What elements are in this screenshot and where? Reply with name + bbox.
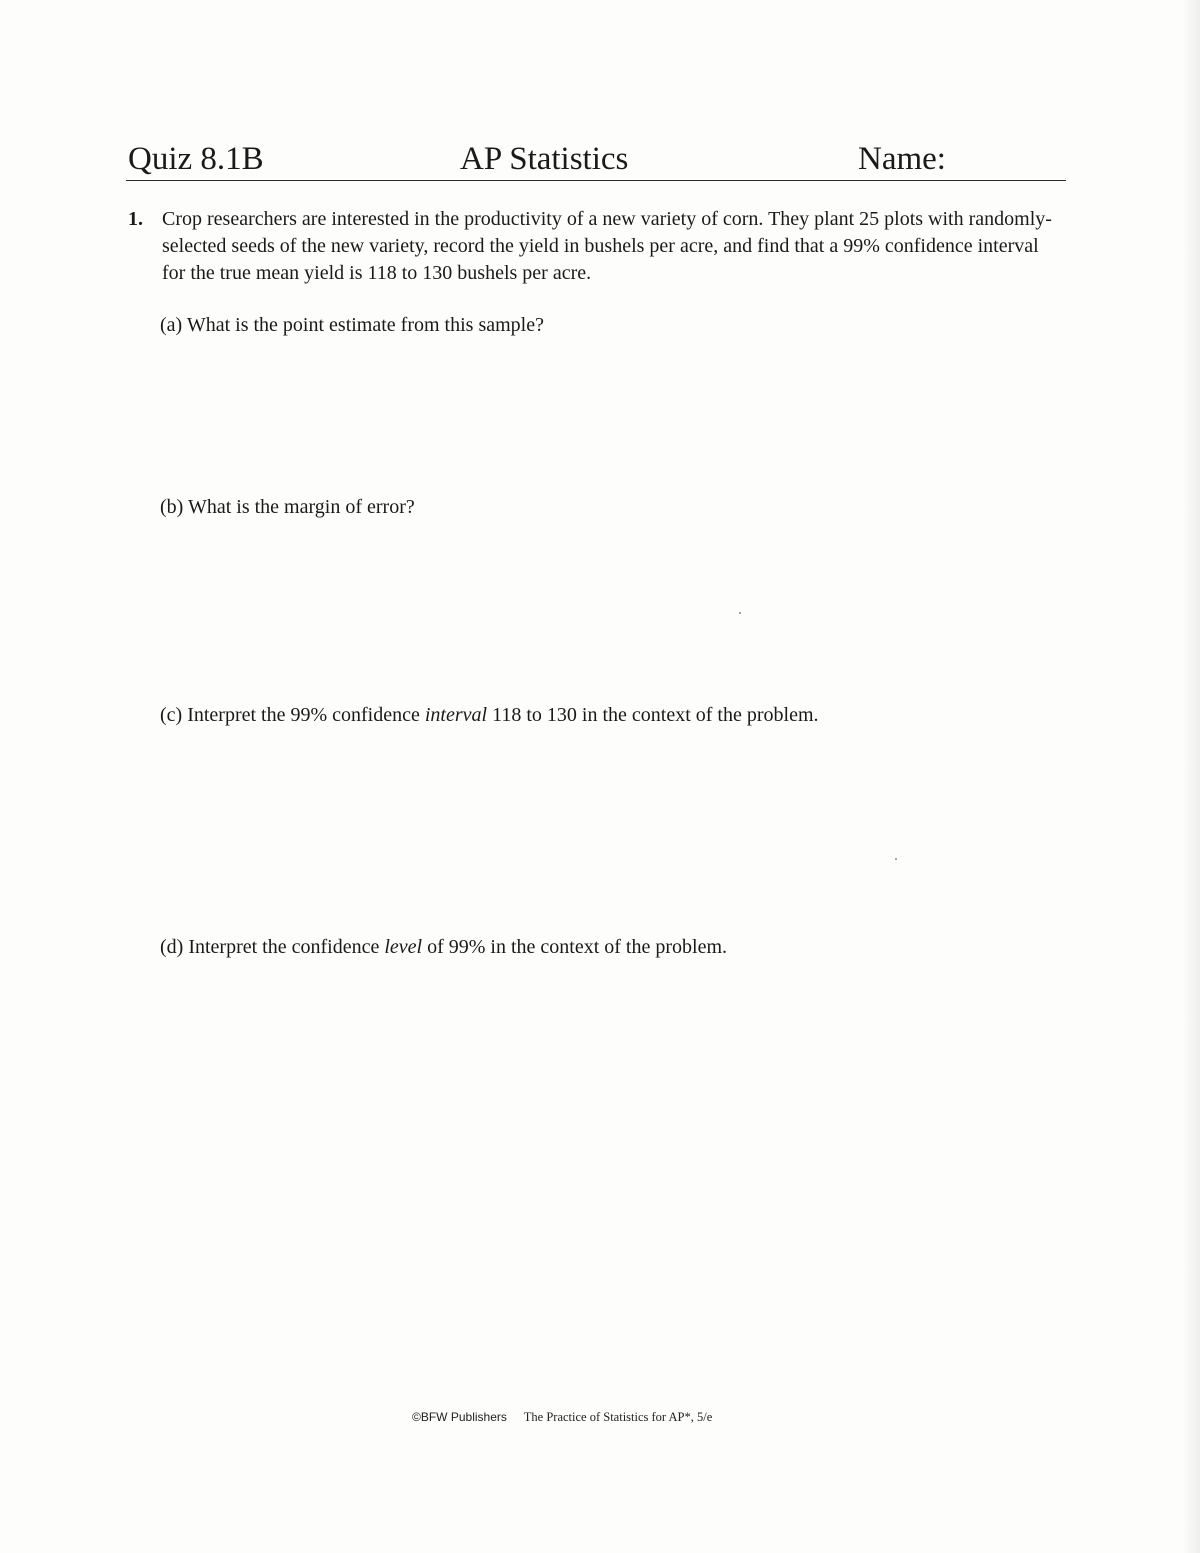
part-d <box>160 934 727 961</box>
part-c <box>160 702 819 729</box>
part-c-text-after: 118 to 130 in the context of the problem. <box>487 704 819 726</box>
part-d-text-before: (d) Interpret the confidence <box>160 936 385 958</box>
quiz-header <box>126 138 1066 181</box>
part-d-emphasis: level <box>384 936 423 958</box>
question-number: 1. <box>128 208 143 230</box>
name-label: Name: <box>858 141 946 177</box>
quiz-title: Quiz 8.1B <box>128 141 264 177</box>
scan-speck <box>895 858 897 860</box>
course-title: AP Statistics <box>460 141 629 177</box>
page-footer <box>412 1410 712 1425</box>
scan-edge-shadow <box>1182 0 1200 1553</box>
part-c-text-before: (c) Interpret the 99% confidence <box>160 704 425 726</box>
part-d-text-after: of 99% in the context of the problem. <box>422 936 727 958</box>
part-b: (b) What is the margin of error? <box>160 496 415 518</box>
part-a: (a) What is the point estimate from this sample? <box>160 314 544 336</box>
footer-publisher: ©BFW Publishers <box>412 1410 507 1424</box>
scan-speck <box>739 612 741 614</box>
question-text: Crop researchers are interested in the productivity of a new variety of corn. They plant 25 plots with randomly-selected seeds of the new variety, record the yield in bushels per acre, and find that a 99% confidence interval for the true mean yield is 118 to 130 bushels per acre. <box>162 208 1052 284</box>
part-c-emphasis: interval <box>424 704 488 726</box>
footer-book: The Practice of Statistics for AP*, 5/e <box>523 1410 713 1424</box>
